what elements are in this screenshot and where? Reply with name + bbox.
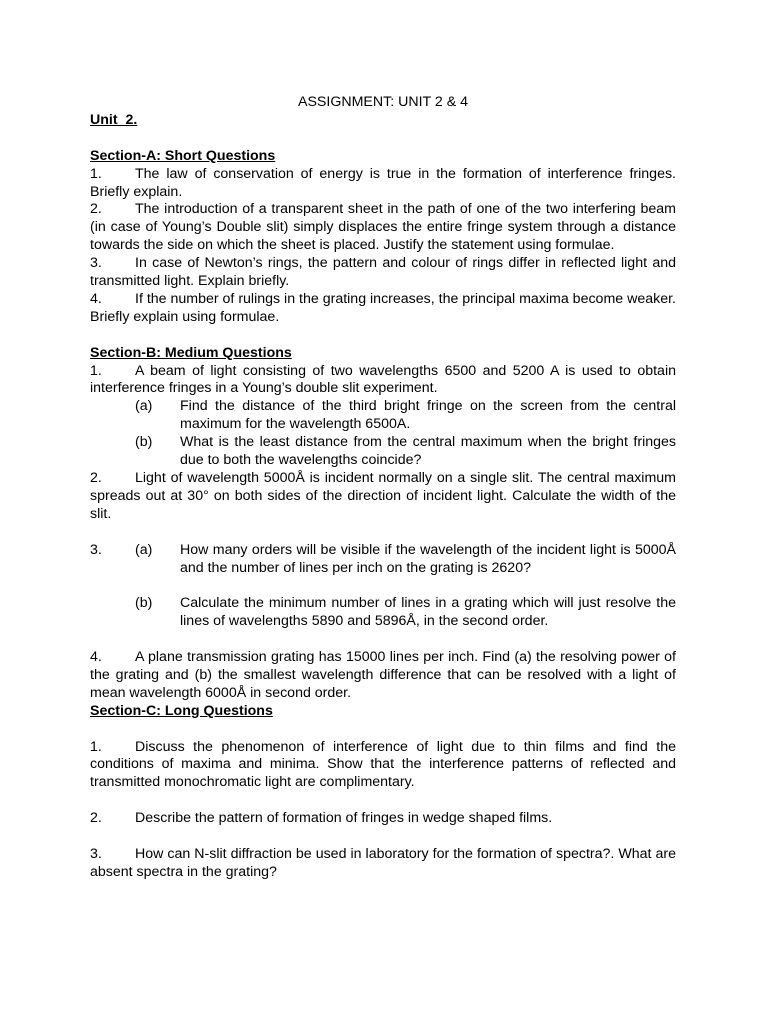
- subpart-label: (a): [135, 541, 153, 558]
- question-text: How can N-slit diffraction be used in laboratory for the formation of spectra?. What are absent spectra in the grating?: [90, 845, 676, 880]
- spacer: [90, 524, 676, 542]
- subpart-label: (b): [135, 595, 153, 612]
- section-a-question-4: [90, 291, 676, 327]
- question-text: In case of Newton’s rings, the pattern and colour of rings differ in reflected light and transmitted light. Explain briefly.: [90, 255, 676, 290]
- question-number: 3.: [90, 845, 102, 862]
- question-number: 2.: [90, 810, 102, 827]
- section-a-question-1: [90, 166, 676, 202]
- section-c-question-2: [90, 810, 676, 828]
- section-c-question-3: [90, 846, 676, 882]
- spacer: [90, 792, 676, 810]
- subpart-label: (a): [135, 398, 153, 415]
- section-b-question-1: [90, 363, 676, 399]
- section-b-question-1b: [90, 434, 676, 470]
- section-b-question-3b: [90, 595, 676, 631]
- section-b-question-4: [90, 649, 676, 703]
- question-number: 4.: [90, 290, 102, 307]
- subpart-text: Calculate the minimum number of lines in a grating which will just resolve the lines of wavelengths 5890 and 5896Å, in the second order.: [180, 595, 676, 630]
- question-number: 3.: [90, 541, 102, 558]
- section-c-heading: Section-C: Long Questions: [90, 702, 273, 719]
- question-text: Discuss the phenomenon of interference of light due to thin films and find the conditions of maxima and minima. Show that the interference patterns of reflected and transmitted monochromatic light are complimentary.: [90, 738, 676, 791]
- question-text: Describe the pattern of formation of fringes in wedge shaped films.: [135, 810, 553, 827]
- assignment-title: ASSIGNMENT: UNIT 2 & 4: [297, 94, 469, 110]
- question-number: 3.: [90, 255, 102, 272]
- question-number: 1.: [90, 165, 102, 182]
- subpart-text: Find the distance of the third bright fringe on the screen from the central maximum for the wavelength 6500A.: [180, 398, 676, 433]
- question-text: The law of conservation of energy is true in the formation of interference fringes. Briefly explain.: [90, 165, 676, 200]
- question-text: A beam of light consisting of two wavelengths 6500 and 5200 A is used to obtain interference fringes in a Young’s double slit experiment.: [90, 362, 676, 397]
- section-c-question-1: [90, 739, 676, 793]
- section-a-heading: Section-A: Short Questions: [90, 147, 276, 164]
- subpart-text: How many orders will be visible if the wavelength of the incident light is 5000Å and the number of lines per inch on the grating is 2620?: [180, 541, 676, 576]
- spacer: [90, 327, 676, 345]
- question-text: If the number of rulings in the grating increases, the principal maxima become weaker. Briefly explain using formulae.: [90, 290, 676, 325]
- section-b-question-1a: [90, 398, 676, 434]
- subpart-text: What is the least distance from the central maximum when the bright fringes due to both the wavelengths coincide?: [180, 434, 676, 469]
- question-number: 2.: [90, 470, 102, 486]
- question-number: 2.: [90, 201, 102, 218]
- spacer: [90, 631, 676, 649]
- question-text: Light of wavelength 5000Å is incident normally on a single slit. The central maximum spreads out at 30° on both sides of the direction of incident light. Calculate the width of the slit.: [90, 470, 676, 522]
- subpart-label: (b): [135, 434, 153, 451]
- section-b-question-3a: [90, 542, 676, 578]
- section-b-question-2: [90, 470, 676, 524]
- question-text: A plane transmission grating has 15000 lines per inch. Find (a) the resolving power of the grating and (b) the smallest wavelength difference that can be resolved with a light of mean wavelength 6000Å in second order.: [90, 649, 676, 701]
- section-a-question-3: [90, 255, 676, 291]
- unit-heading: Unit_2.: [90, 111, 138, 128]
- spacer: [90, 721, 676, 739]
- section-b-heading: Section-B: Medium Questions: [90, 344, 292, 361]
- spacer: [90, 577, 676, 595]
- document-page: [90, 94, 676, 882]
- question-number: 1.: [90, 362, 102, 379]
- question-text: The introduction of a transparent sheet in the path of one of the two interfering beam (in case of Young’s Double slit) simply displaces the entire fringe system through a distance towards the side on which the sheet is placed. Justify the statement using formulae.: [90, 201, 676, 254]
- question-number: 4.: [90, 649, 102, 666]
- spacer: [90, 828, 676, 846]
- question-number: 1.: [90, 738, 102, 755]
- section-a-question-2: [90, 201, 676, 255]
